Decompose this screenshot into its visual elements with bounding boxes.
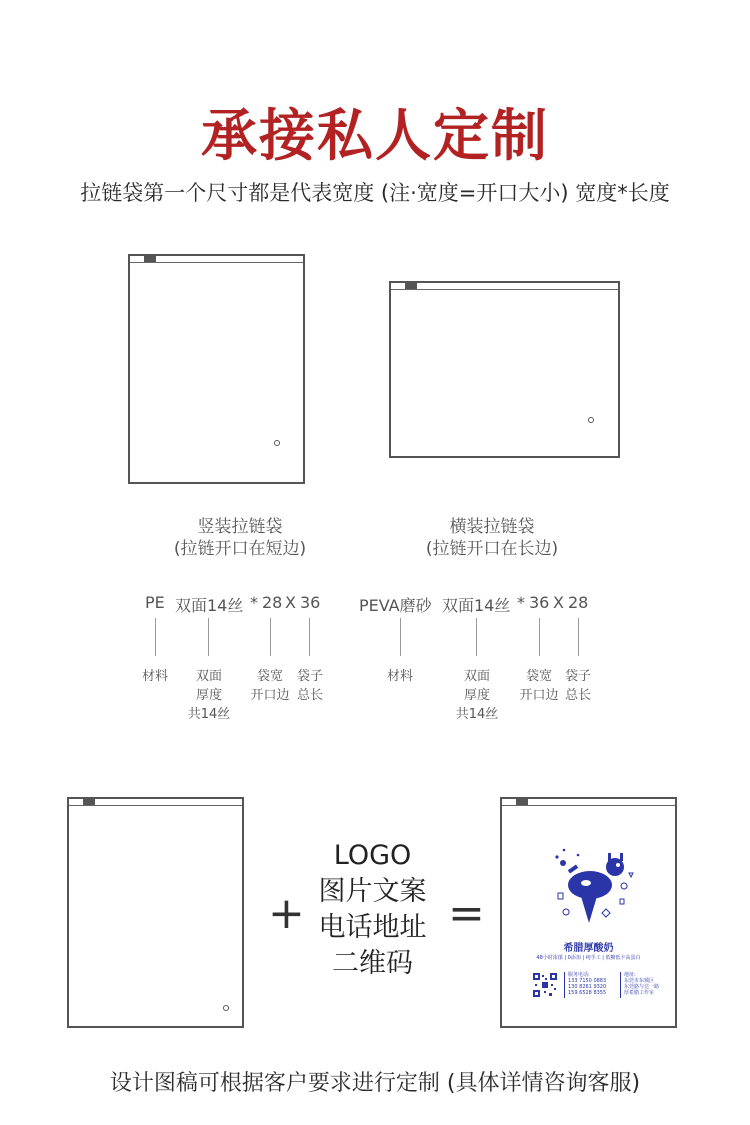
label-width: 袋宽 开口边 <box>519 669 559 703</box>
item-image-copy: 图片文案 <box>318 876 427 907</box>
qr-code-icon <box>532 972 558 998</box>
spec-length: 36 <box>300 593 321 612</box>
item-logo: LOGO <box>333 840 412 871</box>
spec-times: X <box>553 593 564 612</box>
plus-sign: + <box>268 888 305 939</box>
spec-thickness: 双面14丝 <box>442 596 511 615</box>
spec-thickness: 双面14丝 <box>175 596 244 615</box>
label-material: 材料 <box>386 669 413 684</box>
spec-width: 36 <box>529 593 550 612</box>
vertical-bag-name: 竖装拉链袋 <box>197 517 283 537</box>
label-length: 袋子 总长 <box>296 669 323 703</box>
pointer-line <box>578 618 579 656</box>
horizontal-bag-name: 横装拉链袋 <box>449 517 535 537</box>
zipper-line <box>69 805 242 806</box>
spec-material: PEVA磨砂 <box>359 596 432 615</box>
pointer-line <box>270 618 271 656</box>
zipper-slider <box>83 797 95 805</box>
print-divider <box>564 972 565 998</box>
spec-width: 28 <box>262 593 283 612</box>
hang-hole <box>588 417 594 423</box>
zipper-line <box>391 289 618 290</box>
label-material: 材料 <box>141 669 168 684</box>
zipper-line <box>502 805 675 806</box>
brand-name: 希腊厚酸奶 <box>563 943 614 954</box>
equals-sign: = <box>448 888 485 939</box>
blank-bag-illustration <box>67 797 244 1028</box>
item-qr-code: 二维码 <box>332 948 413 979</box>
zipper-slider <box>516 797 528 805</box>
footer-note: 设计图稿可根据客户要求进行定制 (具体详情咨询客服) <box>109 1071 641 1096</box>
hang-hole <box>223 1005 229 1011</box>
pointer-line <box>539 618 540 656</box>
vertical-bag-caption <box>140 516 340 560</box>
pointer-line <box>309 618 310 656</box>
spec-separator: * <box>250 593 258 612</box>
item-phone-address: 电话地址 <box>318 912 427 943</box>
custom-items-list <box>305 838 440 982</box>
contact-address: 地址: 东莞市东城区 东莞路与达一路 厚希腊工作室 <box>624 972 660 996</box>
zipper-slider <box>405 281 417 289</box>
hang-hole <box>274 440 280 446</box>
pointer-line <box>476 618 477 656</box>
spec-separator: * <box>517 593 525 612</box>
zipper-slider <box>144 254 156 262</box>
printed-bag-illustration <box>500 797 677 1028</box>
cow-logo-icon <box>542 843 642 933</box>
pointer-line <box>400 618 401 656</box>
vertical-bag-illustration <box>128 254 305 484</box>
pointer-line <box>155 618 156 656</box>
page-title: 承接私人定制 <box>201 104 549 169</box>
horizontal-bag-caption <box>392 516 592 560</box>
label-length: 袋子 总长 <box>564 669 591 703</box>
pointer-line <box>208 618 209 656</box>
horizontal-bag-illustration <box>389 281 620 458</box>
spec-times: X <box>285 593 296 612</box>
brand-tagline: 48小时浓郁 | 0添加 | 纯手工 | 低糖低卡高蛋白 <box>536 955 641 961</box>
contact-phones: 服务电话: 133 7150 0883 130 8261 9320 159 6528 8355 <box>568 972 607 996</box>
vertical-bag-note: (拉链开口在短边) <box>173 539 307 559</box>
label-thickness: 双面 厚度 共14丝 <box>187 669 231 722</box>
horizontal-bag-note: (拉链开口在长边) <box>425 539 559 559</box>
label-width: 袋宽 开口边 <box>250 669 290 703</box>
spec-length: 28 <box>568 593 589 612</box>
label-thickness: 双面 厚度 共14丝 <box>455 669 499 722</box>
print-divider <box>620 972 621 998</box>
spec-material: PE <box>145 593 165 612</box>
zipper-line <box>130 262 303 263</box>
page-subtitle: 拉链袋第一个尺寸都是代表宽度 (注·宽度=开口大小) 宽度*长度 <box>80 181 670 205</box>
